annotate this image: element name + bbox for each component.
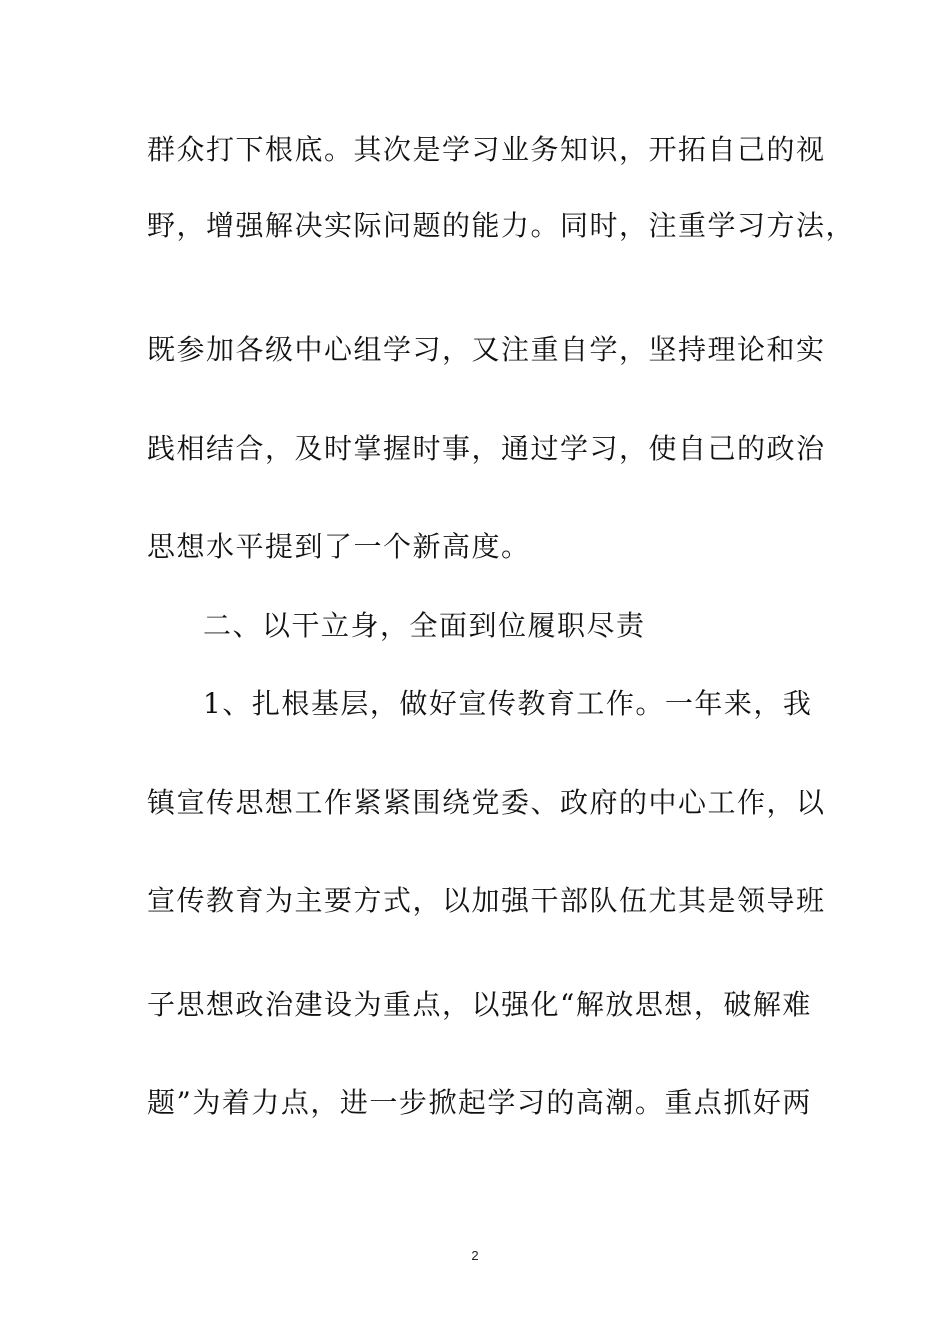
body-text-line: 群众打下根底。其次是学习业务知识，开拓自己的视	[147, 133, 826, 166]
subsection-heading-line: 1、扎根基层，做好宣传教育工作。一年来，我	[203, 687, 813, 720]
page-number: 2	[471, 1248, 479, 1263]
body-text-line: 镇宣传思想工作紧紧围绕党委、政府的中心工作，以	[147, 786, 826, 819]
body-text-line: 既参加各级中心组学习，又注重自学，坚持理论和实	[147, 333, 826, 366]
body-text-line: 践相结合，及时掌握时事，通过学习，使自己的政治	[147, 432, 826, 465]
body-text-line: 题”为着力点，进一步掀起学习的高潮。重点抓好两	[147, 1086, 812, 1119]
section-heading: 二、以干立身，全面到位履职尽责	[203, 609, 646, 642]
body-text-line: 子思想政治建设为重点，以强化“解放思想，破解难	[147, 988, 812, 1021]
body-text-line: 思想水平提到了一个新高度。	[147, 530, 531, 563]
body-text-line: 宣传教育为主要方式，以加强干部队伍尤其是领导班	[147, 884, 826, 917]
body-text-line: 野，增强解决实际问题的能力。同时，注重学习方法，	[147, 209, 856, 242]
